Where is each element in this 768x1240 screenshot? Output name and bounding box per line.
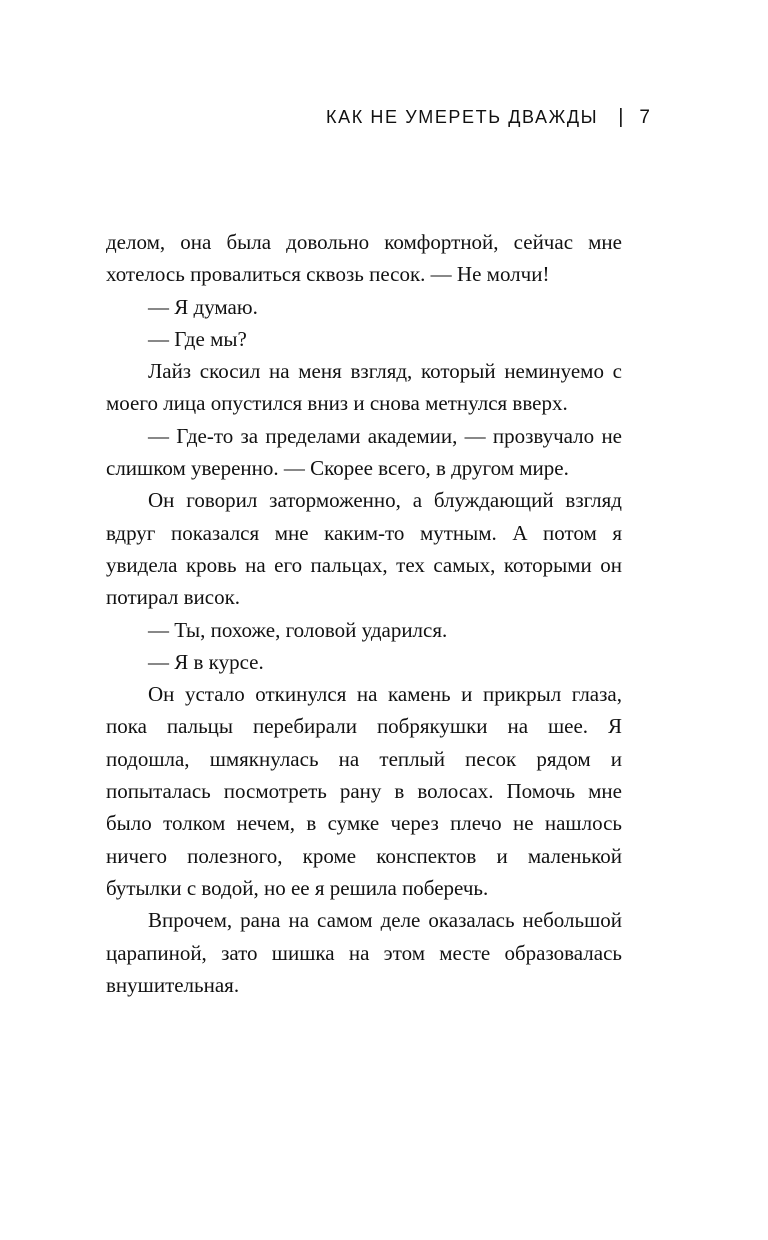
paragraph: — Где-то за пределами академии, — прозвучало не слишком уверенно. — Скорее всего, в другом мире. <box>106 423 622 481</box>
paragraph: Он устало откинулся на камень и прикрыл глаза, пока пальцы перебирали побрякушки на шее. Я подошла, шмякнулась на теплый песок рядом и попыталась посмотреть рану в волосах. Помочь мне было толком нечем, в сумке через плечо не нашлось ничего полезного, кроме конспектов и маленькой бутылки с водой, но ее я решила поберечь. <box>106 682 622 900</box>
body-text <box>106 226 622 1001</box>
page-number: 7 <box>639 106 650 128</box>
book-title: КАК НЕ УМЕРЕТЬ ДВАЖДЫ <box>326 107 599 127</box>
paragraph: делом, она была довольно комфортной, сейчас мне хотелось провалиться сквозь песок. — Не молчи! <box>106 230 622 287</box>
paragraph: — Я думаю. <box>148 294 258 319</box>
paragraph: Он говорил заторможенно, а блуждающий взгляд вдруг показался мне каким-то мутным. А потом я увидела кровь на его пальцах, тех самых, которыми он потирал висок. <box>106 488 622 610</box>
paragraph: Впрочем, рана на самом деле оказалась небольшой царапиной, зато шишка на этом месте образовалась внушительная. <box>106 908 622 997</box>
header-separator: | <box>618 106 624 128</box>
paragraph: Лайз скосил на меня взгляд, который неминуемо с моего лица опустился вниз и снова метнулся вверх. <box>106 359 622 416</box>
paragraph: — Ты, похоже, головой ударился. <box>148 617 448 642</box>
running-header <box>326 106 650 129</box>
paragraph: — Я в курсе. <box>148 649 264 674</box>
paragraph: — Где мы? <box>148 326 247 351</box>
